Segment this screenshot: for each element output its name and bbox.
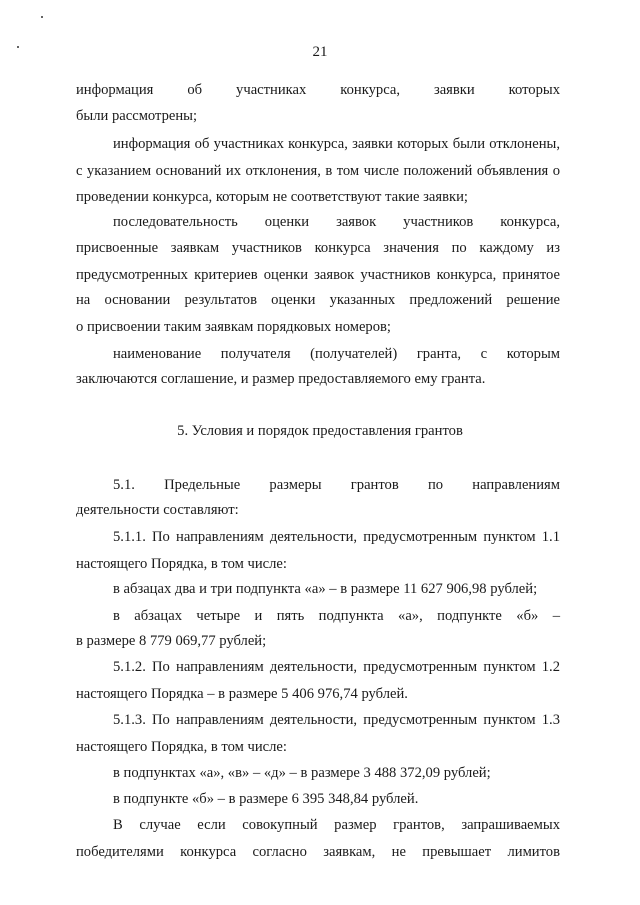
text-line: в подпунктах «а», «в» – «д» – в размере 3 488 372,09 рублей; bbox=[113, 765, 491, 781]
text-line: настоящего Порядка, в том числе: bbox=[76, 556, 287, 572]
text-line: информация об участниках конкурса, заявки которых bbox=[76, 82, 560, 98]
text-line: в абзацах четыре и пять подпункта «а», подпункте «б» – bbox=[113, 608, 560, 624]
text-line: предусмотренных критериев оценки заявок участников конкурса, принятое bbox=[76, 267, 560, 283]
text-line: последовательность оценки заявок участников конкурса, bbox=[113, 214, 560, 230]
text-line: заключаются соглашение, и размер предоставляемого ему гранта. bbox=[76, 371, 486, 387]
text-line: в абзацах два и три подпункта «а» – в размере 11 627 906,98 рублей; bbox=[113, 581, 538, 597]
text-line: в подпункте «б» – в размере 6 395 348,84 рублей. bbox=[113, 791, 419, 807]
text-line: в размере 8 779 069,77 рублей; bbox=[76, 633, 267, 649]
text-line: деятельности составляют: bbox=[76, 502, 239, 518]
text-line: о присвоении таким заявкам порядковых номеров; bbox=[76, 319, 391, 335]
text-line: настоящего Порядка – в размере 5 406 976,74 рублей. bbox=[76, 686, 408, 702]
text-line: победителями конкурса согласно заявкам, не превышает лимитов bbox=[76, 844, 560, 860]
text-line: с указанием оснований их отклонения, в том числе положений объявления о bbox=[76, 163, 560, 179]
text-line: 5.1.1. По направлениям деятельности, предусмотренным пунктом 1.1 bbox=[113, 529, 560, 545]
section-heading: 5. Условия и порядок предоставления грантов bbox=[177, 423, 463, 439]
text-line: настоящего Порядка, в том числе: bbox=[76, 739, 287, 755]
text-line: В случае если совокупный размер грантов, запрашиваемых bbox=[113, 817, 560, 833]
page-number: 21 bbox=[312, 44, 328, 60]
text-line: проведении конкурса, которым не соответствуют такие заявки; bbox=[76, 189, 468, 205]
scan-speck bbox=[41, 16, 43, 18]
text-line: 5.1.2. По направлениям деятельности, предусмотренным пунктом 1.2 bbox=[113, 659, 560, 675]
text-line: информация об участниках конкурса, заявки которых были отклонены, bbox=[113, 136, 560, 152]
text-line: наименование получателя (получателей) гранта, с которым bbox=[113, 346, 560, 362]
text-line: были рассмотрены; bbox=[76, 108, 198, 124]
text-line: на основании результатов оценки указанных предложений решение bbox=[76, 292, 560, 308]
text-line: 5.1.3. По направлениям деятельности, предусмотренным пунктом 1.3 bbox=[113, 712, 560, 728]
text-line: присвоенные заявкам участников конкурса значения по каждому из bbox=[76, 240, 560, 256]
text-line: 5.1. Предельные размеры грантов по направлениям bbox=[113, 477, 560, 493]
